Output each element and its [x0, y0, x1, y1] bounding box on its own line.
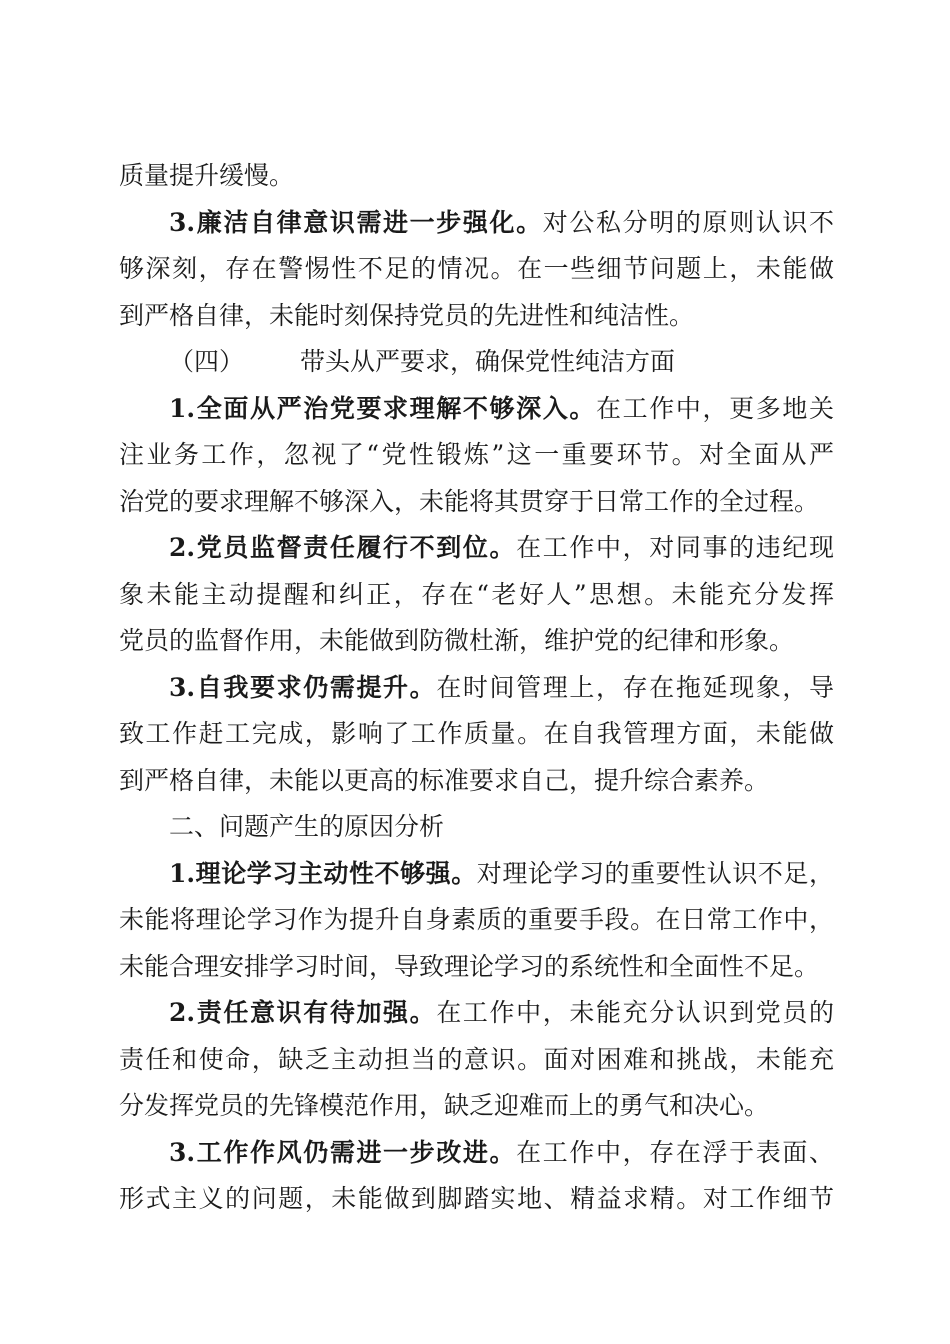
- paragraph-line: [119, 525, 834, 572]
- paragraph-line: 形式主义的问题，未能做到脚踏实地、精益求精。对工作细节: [119, 1184, 834, 1213]
- paragraph-line: 象未能主动提醒和纠正，存在“老好人”思想。未能充分发挥: [119, 579, 834, 609]
- item-heading: 3.廉洁自律意识需进一步强化。: [169, 207, 543, 237]
- paragraph-text: 在工作中，未能充分认识到党员的: [436, 998, 834, 1027]
- section-number: （四）: [169, 347, 245, 376]
- item-heading: 3.自我要求仍需提升。: [169, 672, 437, 702]
- paragraph-text: 在工作中，对同事的违纪现: [516, 533, 834, 562]
- item-heading: 2.党员监督责任履行不到位。: [169, 533, 517, 562]
- paragraph-line: 致工作赶工完成，影响了工作质量。在自我管理方面，未能做: [119, 719, 834, 748]
- paragraph-text: 对公私分明的原则认识不: [542, 207, 834, 237]
- item-heading: 1.理论学习主动性不够强。: [169, 858, 477, 888]
- paragraph-line: 党员的监督作用，未能做到防微杜渐，维护党的纪律和形象。: [119, 626, 795, 655]
- item-heading: 2.责任意识有待加强。: [169, 998, 437, 1027]
- paragraph-line: [119, 665, 834, 712]
- paragraph-line: 治党的要求理解不够深入，未能将其贯穿于日常工作的全过程。: [119, 486, 820, 516]
- paragraph-line: [119, 851, 834, 898]
- paragraph-line: 未能将理论学习作为提升自身素质的重要手段。在日常工作中，: [119, 905, 834, 934]
- paragraph-line: 质量提升缓慢。: [119, 161, 295, 190]
- paragraph-line: 注业务工作，忽视了“党性锻炼”这一重要环节。对全面从严: [119, 440, 834, 469]
- section-heading: [119, 339, 834, 386]
- paragraph-line: [119, 200, 834, 247]
- paragraph-line: [119, 386, 834, 433]
- paragraph-line: 到严格自律，未能时刻保持党员的先进性和纯洁性。: [119, 300, 695, 330]
- paragraph-text: 在工作中，存在浮于表面、: [516, 1137, 834, 1167]
- paragraph-line: 未能合理安排学习时间，导致理论学习的系统性和全面性不足。: [119, 951, 820, 981]
- paragraph-line: 够深刻，存在警惕性不足的情况。在一些细节问题上，未能做: [119, 254, 834, 283]
- item-heading: 3.工作作风仍需进一步改进。: [169, 1137, 517, 1167]
- paragraph-line: 责任和使命，缺乏主动担当的意识。面对困难和挑战，未能充: [119, 1044, 834, 1074]
- section-title: 带头从严要求，确保党性纯洁方面: [300, 347, 676, 376]
- paragraph-line: 到严格自律，未能以更高的标准要求自己，提升综合素养。: [119, 765, 770, 795]
- item-heading: 1.全面从严治党要求理解不够深入。: [169, 393, 597, 423]
- paragraph-line: [119, 990, 834, 1037]
- paragraph-text: 对理论学习的重要性认识不足，: [476, 858, 834, 888]
- paragraph-text: 在工作中，更多地关: [596, 393, 834, 423]
- section-heading: 二、问题产生的原因分析: [169, 812, 445, 841]
- document-body: [119, 153, 834, 1223]
- paragraph-text: 在时间管理上，存在拖延现象，导: [436, 672, 834, 702]
- paragraph-line: [119, 1130, 834, 1177]
- paragraph-line: 分发挥党员的先锋模范作用，缺乏迎难而上的勇气和决心。: [119, 1091, 770, 1120]
